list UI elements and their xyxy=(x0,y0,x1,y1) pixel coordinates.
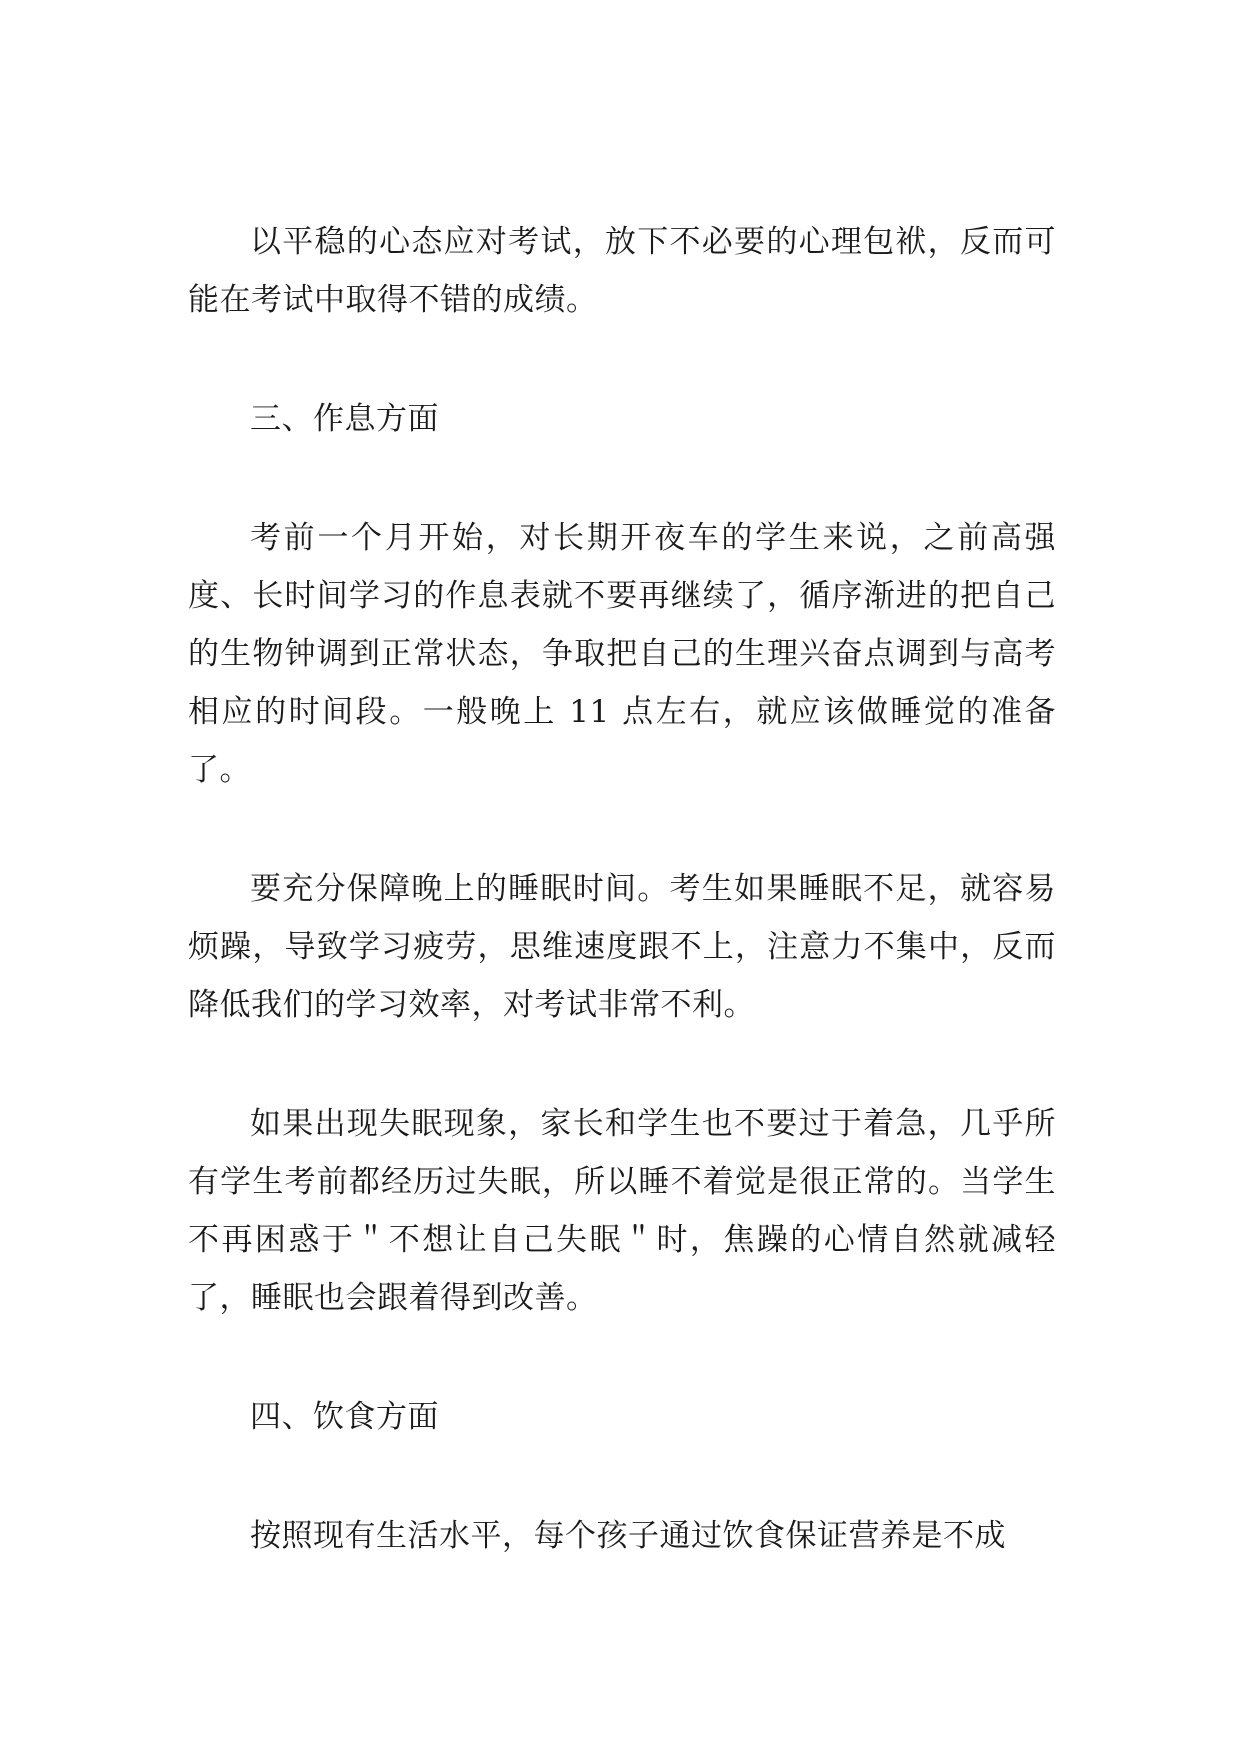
paragraph-sleep-time: 要充分保障晚上的睡眠时间。考生如果睡眠不足，就容易烦躁，导致学习疲劳，思维速度跟不上，注意力不集中，反而降低我们的学习效率，对考试非常不利。 xyxy=(188,871,1056,1023)
section-heading-diet: 四、饮食方面 xyxy=(250,1399,439,1435)
document-content xyxy=(188,213,1056,1626)
paragraph-insomnia: 如果出现失眠现象，家长和学生也不要过于着急，几乎所有学生考前都经历过失眠，所以睡不着觉是很正常的。当学生不再困惑于＂不想让自己失眠＂时，焦躁的心情自然就减轻了，睡眠也会跟着得到改善。 xyxy=(188,1106,1056,1316)
paragraph-exam-mindset: 以平稳的心态应对考试，放下不必要的心理包袱，反而可能在考试中取得不错的成绩。 xyxy=(188,224,1056,318)
paragraph-schedule: 考前一个月开始，对长期开夜车的学生来说，之前高强度、长时间学习的作息表就不要再继续了，循序渐进的把自己的生物钟调到正常状态，争取把自己的生理兴奋点调到与高考相应的时间段。一般晚上 11 点左右，就应该做睡觉的准备了。 xyxy=(188,520,1056,788)
section-heading-rest: 三、作息方面 xyxy=(250,401,439,437)
paragraph-diet: 按照现有生活水平，每个孩子通过饮食保证营养是不成 xyxy=(250,1518,1006,1554)
